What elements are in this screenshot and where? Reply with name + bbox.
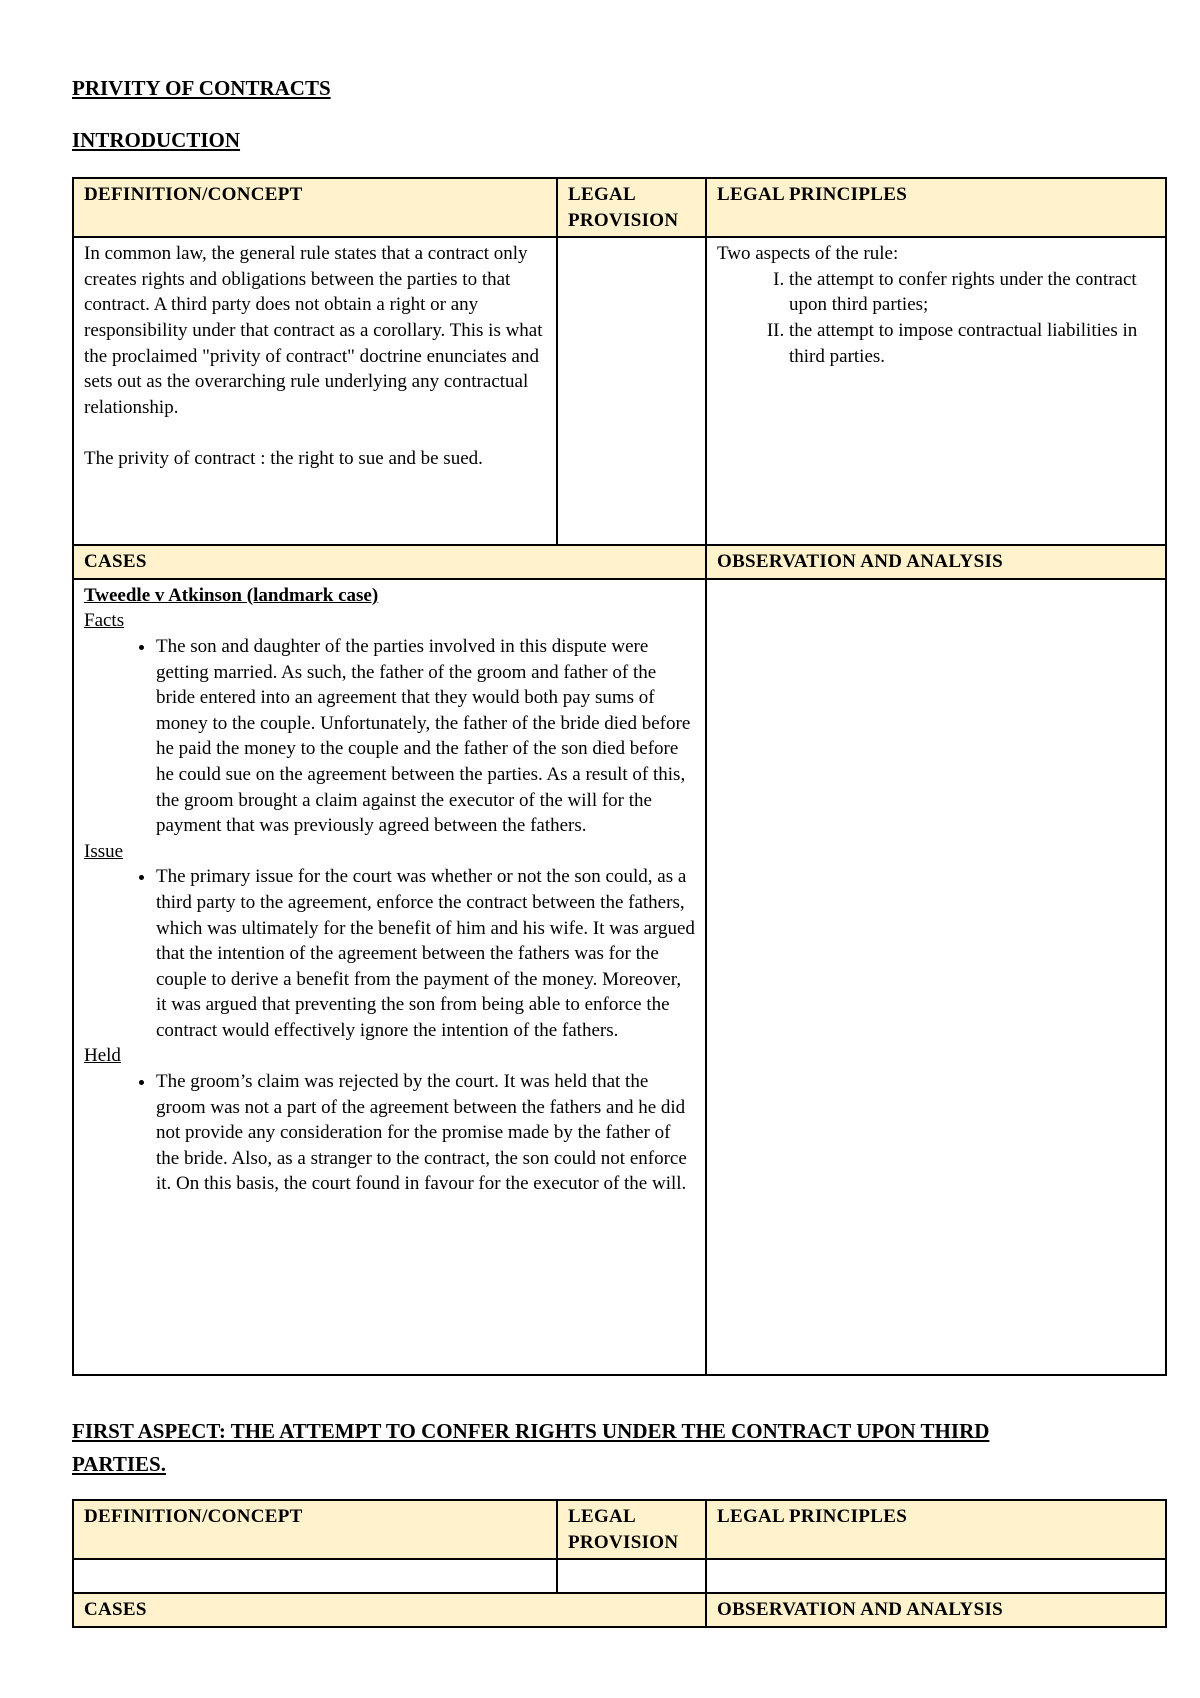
legal-principles-cell <box>706 1559 1166 1593</box>
held-list <box>84 1069 695 1197</box>
header-observation-analysis: OBSERVATION AND ANALYSIS <box>706 545 1166 579</box>
principles-intro: Two aspects of the rule: <box>717 243 899 265</box>
definition-cell <box>73 1559 557 1593</box>
header-legal-provision: LEGAL PROVISION <box>557 178 706 237</box>
legal-provision-cell <box>557 1559 706 1593</box>
first-aspect-heading: FIRST ASPECT: THE ATTEMPT TO CONFER RIGHTS UNDER THE CONTRACT UPON THIRD PARTIES. <box>72 1419 990 1476</box>
facts-item: • The son and daughter of the parties involved in this dispute were getting married. As such, the father of the groom and father of the bride entered into an agreement that they would both pay sums of money to the couple. Unfortunately, the father of the bride died before he paid the money to the couple and the father of the son died before he could sue on the agreement between the parties. As a result of this, the groom brought a claim against the executor of the will for the payment that was previously agreed between the fathers. <box>156 634 695 839</box>
header-legal-principles: LEGAL PRINCIPLES <box>706 1500 1166 1559</box>
header-cases: CASES <box>73 1593 706 1627</box>
held-item: • The groom’s claim was rejected by the court. It was held that the groom was not a part of the agreement between the fathers and he did not provide any consideration for the promise made by the father of the bride. Also, as a stranger to the contract, the son could not enforce it. On this basis, the court found in favour for the executor of the will. <box>156 1069 695 1197</box>
cases-cell <box>73 579 706 1375</box>
legal-provision-cell <box>557 237 706 545</box>
principle-item: II. the attempt to impose contractual liabilities in third parties. <box>789 318 1155 369</box>
privity-summary: The privity of contract : the right to sue and be sued. <box>84 447 483 469</box>
definition-cell <box>73 237 557 545</box>
facts-label: Facts <box>84 610 125 632</box>
first-aspect-table <box>72 1499 1167 1628</box>
principles-list <box>717 267 1155 369</box>
issue-list <box>84 864 695 1043</box>
issue-item: • The primary issue for the court was whether or not the son could, as a third party to the agreement, enforce the contract between the fathers, which was ultimately for the benefit of him and his wife. It was argued that the intention of the agreement between the fathers was for the couple to derive a benefit from the payment of the money. Moreover, it was argued that preventing the son from being able to enforce the contract would effectively ignore the intention of the fathers. <box>156 864 695 1043</box>
introduction-table <box>72 177 1167 1376</box>
facts-list <box>84 634 695 839</box>
header-legal-principles: LEGAL PRINCIPLES <box>706 178 1166 237</box>
header-cases: CASES <box>73 545 706 579</box>
document-title: PRIVITY OF CONTRACTS <box>72 76 331 100</box>
header-definition-concept: DEFINITION/CONCEPT <box>73 1500 557 1559</box>
definition-paragraph: In common law, the general rule states that a contract only creates rights and obligations between the parties to that contract. A third party does not obtain a right or any responsibility under that contract as a corollary. This is what the proclaimed "privity of contract" doctrine enunciates and sets out as the overarching rule underlying any contractual relationship. <box>84 243 543 418</box>
held-label: Held <box>84 1045 121 1067</box>
introduction-heading: INTRODUCTION <box>72 128 241 152</box>
principle-item: I. the attempt to confer rights under the contract upon third parties; <box>789 267 1155 318</box>
issue-label: Issue <box>84 840 124 862</box>
case-name: Tweedle v Atkinson (landmark case) <box>84 584 379 606</box>
header-definition-concept: DEFINITION/CONCEPT <box>73 178 557 237</box>
header-legal-provision: LEGAL PROVISION <box>557 1500 706 1559</box>
legal-principles-cell <box>706 237 1166 545</box>
observation-cell <box>706 579 1166 1375</box>
header-observation-analysis: OBSERVATION AND ANALYSIS <box>706 1593 1166 1627</box>
